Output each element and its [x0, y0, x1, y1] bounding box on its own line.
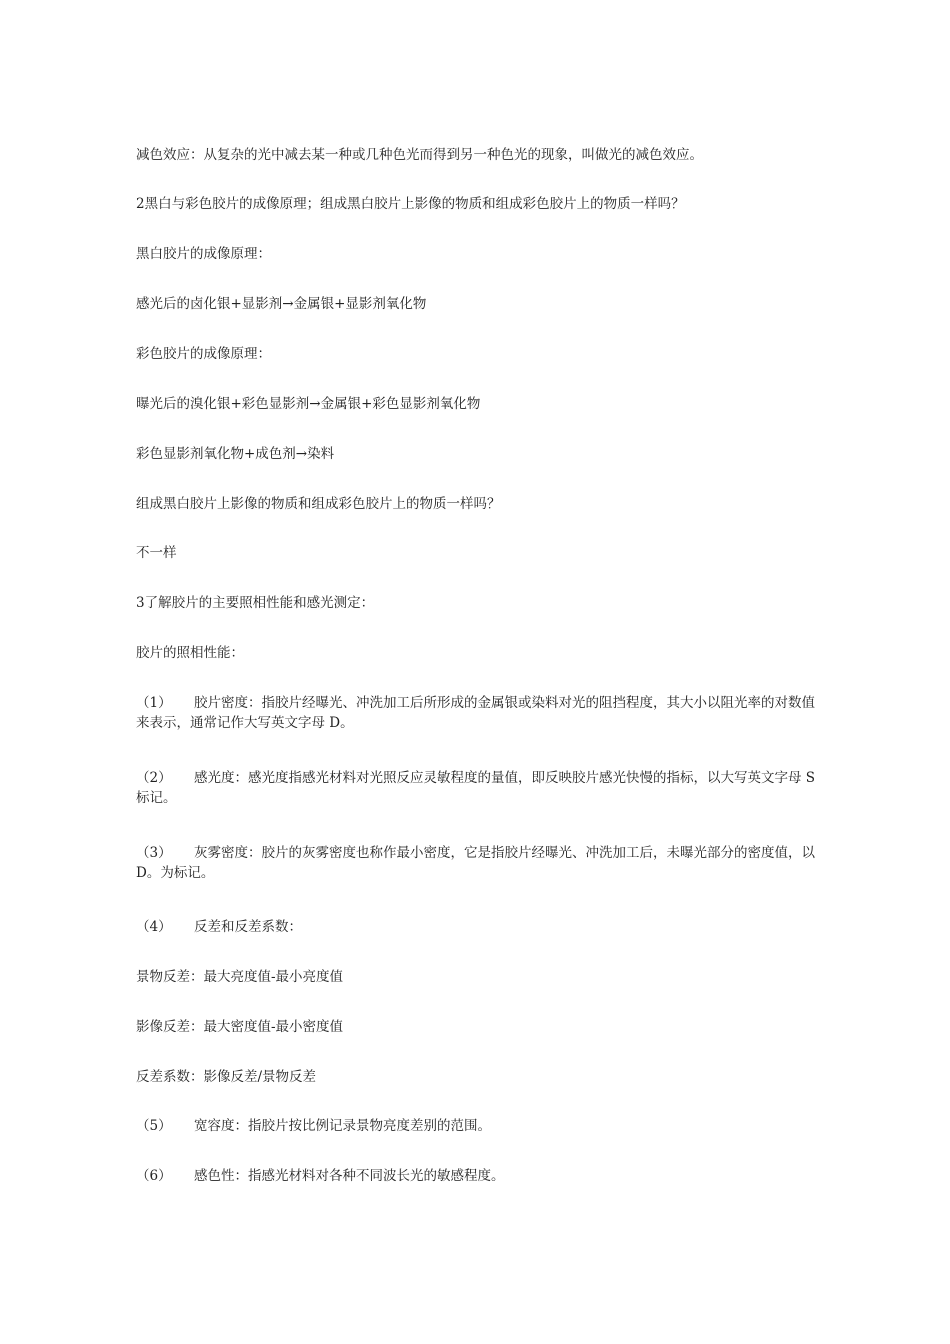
list-item-number: （4）: [136, 919, 172, 935]
list-item-number: （5）: [136, 1118, 172, 1134]
paragraph-contrast-coefficient: 反差系数：影像反差/景物反差: [136, 1069, 317, 1085]
list-item-5: [136, 1116, 826, 1136]
heading-photographic-properties: 3了解胶片的主要照相性能和感光测定：: [136, 595, 375, 611]
heading-imaging-principle: 2黑白与彩色胶片的成像原理；组成黑白胶片上影像的物质和组成彩色胶片上的物质一样吗？: [136, 196, 685, 212]
paragraph-color-principle-label: 彩色胶片的成像原理：: [136, 346, 271, 362]
paragraph-subtractive-effect: 减色效应：从复杂的光中减去某一种或几种色光而得到另一种色光的现象，叫做光的减色效应。: [136, 147, 703, 163]
list-item-2: [136, 768, 826, 808]
paragraph-bw-reaction: 感光后的卤化银+显影剂→金属银+显影剂氧化物: [136, 296, 427, 312]
paragraph-scene-contrast: 景物反差：最大亮度值-最小亮度值: [136, 969, 344, 985]
paragraph-bw-principle-label: 黑白胶片的成像原理：: [136, 246, 271, 262]
list-item-number: （3）: [136, 845, 172, 861]
list-item-text: 胶片密度：指胶片经曝光、冲洗加工后所形成的金属银或染料对光的阻挡程度，其大小以阻光率的对数值来表示，通常记作大写英文字母 D。: [136, 695, 815, 731]
paragraph-properties-label: 胶片的照相性能：: [136, 645, 244, 661]
list-item-number: （2）: [136, 770, 172, 786]
list-item-text: 感色性：指感光材料对各种不同波长光的敏感程度。: [194, 1168, 505, 1184]
list-item-text: 宽容度：指胶片按比例记录景物亮度差别的范围。: [194, 1118, 491, 1134]
paragraph-color-reaction-1: 曝光后的溴化银+彩色显影剂→金属银+彩色显影剂氧化物: [136, 396, 481, 412]
paragraph-answer: 不一样: [136, 545, 177, 561]
list-item-1: [136, 693, 826, 733]
list-item-6: [136, 1166, 826, 1186]
paragraph-color-reaction-2: 彩色显影剂氧化物+成色剂→染料: [136, 446, 335, 462]
paragraph-image-contrast: 影像反差：最大密度值-最小密度值: [136, 1019, 344, 1035]
paragraph-question: 组成黑白胶片上影像的物质和组成彩色胶片上的物质一样吗？: [136, 496, 501, 512]
list-item-text: 灰雾密度：胶片的灰雾密度也称作最小密度，它是指胶片经曝光、冲洗加工后，未曝光部分的密度值，以 D。为标记。: [136, 845, 815, 881]
list-item-text: 感光度：感光度指感光材料对光照反应灵敏程度的量值，即反映胶片感光快慢的指标，以大写英文字母 S 标记。: [136, 770, 816, 806]
list-item-number: （6）: [136, 1168, 172, 1184]
list-item-3: [136, 843, 826, 883]
list-item-number: （1）: [136, 695, 172, 711]
list-item-text: 反差和反差系数：: [194, 919, 302, 935]
list-item-4: [136, 917, 826, 937]
